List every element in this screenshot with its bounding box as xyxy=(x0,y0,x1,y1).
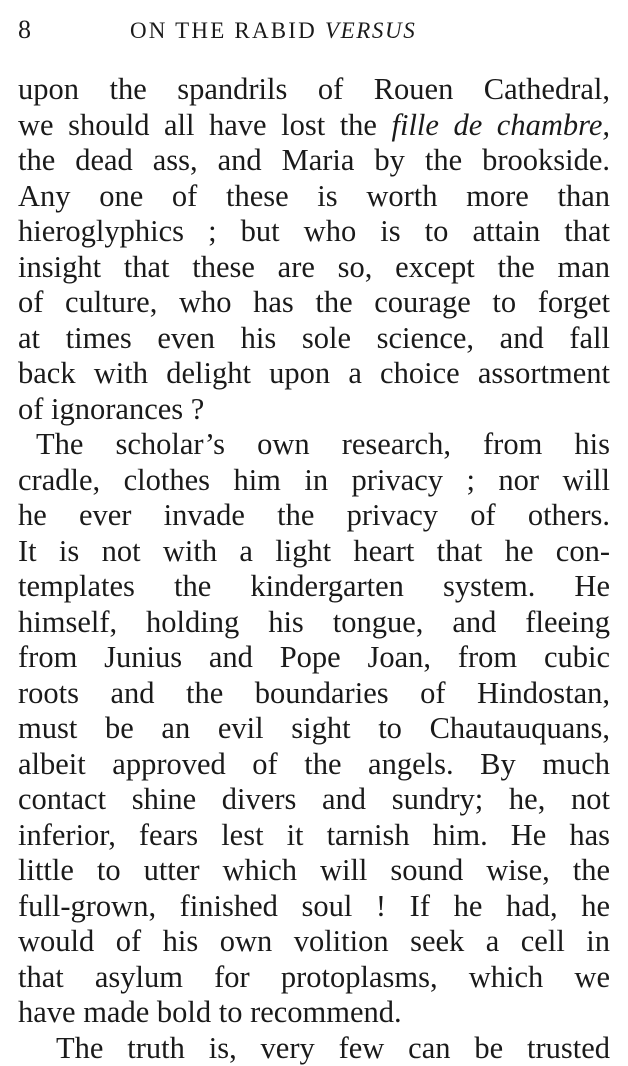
text-run: of ignorances ? xyxy=(18,392,204,426)
text-line xyxy=(18,534,610,570)
text-line xyxy=(18,569,610,605)
running-title-italic: VERSUS xyxy=(325,18,416,43)
text-run: The scholar’s own research, from his xyxy=(36,427,610,461)
text-run: The truth is, very few can be trusted xyxy=(56,1031,610,1065)
text-run: have made bold to recommend. xyxy=(18,995,402,1029)
text-line xyxy=(18,214,610,250)
text-run: upon the spandrils of Rouen Cathedral, xyxy=(18,72,610,106)
text-line xyxy=(18,179,610,215)
text-run: cradle, clothes him in privacy ; nor will xyxy=(18,463,610,497)
text-run: inferior, fears lest it tarnish him. He has xyxy=(18,818,610,852)
text-line xyxy=(18,143,610,179)
text-line xyxy=(18,889,610,925)
running-title-roman: ON THE RABID xyxy=(130,18,317,43)
text-line xyxy=(18,676,610,712)
text-run: he ever invade the privacy of others. xyxy=(18,498,610,532)
text-run: It is not with a light heart that he con- xyxy=(18,534,610,568)
text-run: would of his own volition seek a cell in xyxy=(18,924,610,958)
text-run: albeit approved of the angels. By much xyxy=(18,747,610,781)
text-run: templates the kindergarten system. He xyxy=(18,569,610,603)
text-line xyxy=(18,285,610,321)
text-line xyxy=(18,321,610,357)
text-line xyxy=(18,108,610,144)
running-head xyxy=(0,10,628,50)
body-text xyxy=(18,72,610,1066)
text-line xyxy=(18,640,610,676)
text-line xyxy=(18,463,610,499)
text-line xyxy=(18,711,610,747)
text-run: little to utter which will sound wise, the xyxy=(18,853,610,887)
text-run: we should all have lost the xyxy=(18,108,392,142)
text-run: must be an evil sight to Chautauquans, xyxy=(18,711,610,745)
running-title xyxy=(130,16,416,46)
page-number: 8 xyxy=(18,14,32,46)
text-line xyxy=(18,392,610,428)
text-line xyxy=(18,1031,610,1066)
text-line xyxy=(18,818,610,854)
text-run: at times even his sole science, and fall xyxy=(18,321,610,355)
text-run: full-grown, finished soul ! If he had, he xyxy=(18,889,610,923)
text-run: of culture, who has the courage to forget xyxy=(18,285,610,319)
text-line xyxy=(18,605,610,641)
text-run: contact shine divers and sundry; he, not xyxy=(18,782,610,816)
text-run: hieroglyphics ; but who is to attain that xyxy=(18,214,610,248)
text-line xyxy=(18,995,610,1031)
text-run: himself, holding his tongue, and fleeing xyxy=(18,605,610,639)
text-line xyxy=(18,356,610,392)
text-run: Any one of these is worth more than xyxy=(18,179,610,213)
text-line xyxy=(18,853,610,889)
text-line xyxy=(18,747,610,783)
text-run: the dead ass, and Maria by the brookside. xyxy=(18,143,610,177)
text-line xyxy=(18,250,610,286)
text-run: back with delight upon a choice assortment xyxy=(18,356,610,390)
text-run: that asylum for protoplasms, which we xyxy=(18,960,610,994)
text-run: from Junius and Pope Joan, from cubic xyxy=(18,640,610,674)
text-line xyxy=(18,498,610,534)
text-run: roots and the boundaries of Hindostan, xyxy=(18,676,610,710)
text-line xyxy=(18,924,610,960)
text-line xyxy=(18,960,610,996)
text-run: insight that these are so, except the man xyxy=(18,250,610,284)
text-line xyxy=(18,427,610,463)
italic-phrase: fille de chambre, xyxy=(392,108,611,142)
text-line xyxy=(18,782,610,818)
text-line xyxy=(18,72,610,108)
